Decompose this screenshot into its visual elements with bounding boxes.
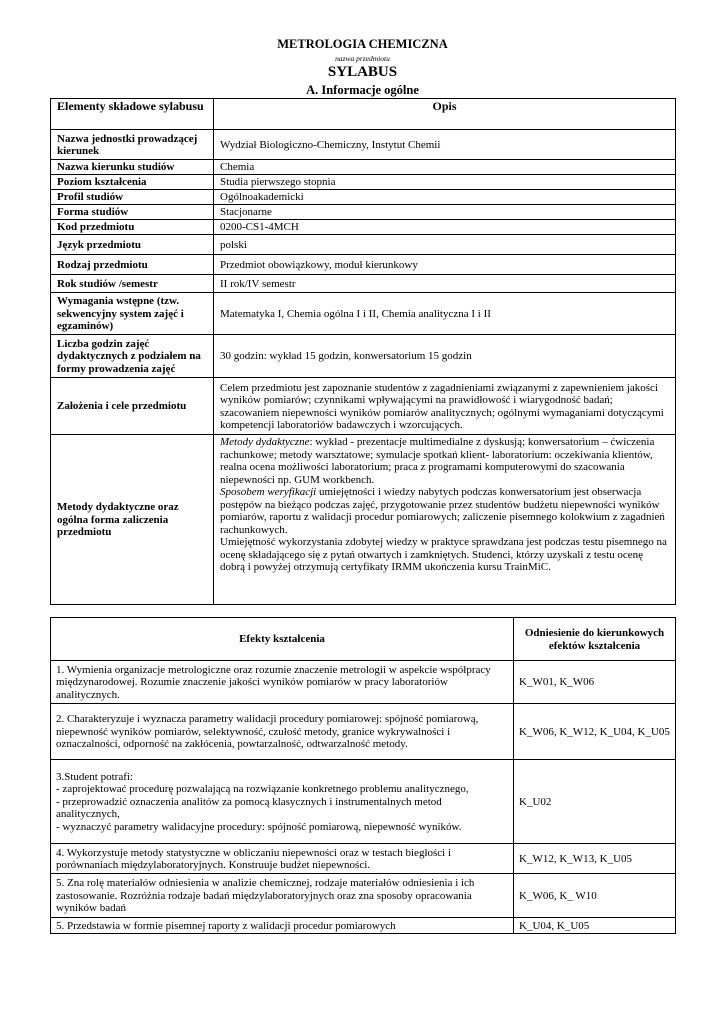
- row-value: Chemia: [214, 160, 676, 175]
- row-label: Nazwa kierunku studiów: [51, 160, 214, 175]
- outcome-text: 5. Zna rolę materiałów odniesienia w analizie chemicznej, rodzaje materiałów odniesienia i ich zastosowanie. Rozróżnia rodzaje badań międzylaboratoryjnych oraz zna sposoby opracowania wyników badań: [51, 874, 514, 918]
- row-value: polski: [214, 235, 676, 255]
- outcome-line: - zaprojektować procedurę pozwalającą na rozwiązanie konkretnego problemu analitycznego,: [56, 783, 469, 796]
- course-subtitle: nazwa przedmiotu: [335, 54, 390, 63]
- outcome-reference: K_W01, K_W06: [514, 661, 676, 704]
- row-value: Studia pierwszego stopnia: [214, 175, 676, 190]
- outcome-text: 2. Charakteryzuje i wyznacza parametry walidacji procedury pomiarowej: spójność pomiarową, niepewność wyników pomiarów, selektywność, czułość metody, granice wykrywalności i oznaczalności, odporność na zakłócenia, powtarzalność, odtwarzalność metody.: [51, 704, 514, 760]
- outcome-text: 1. Wymienia organizacje metrologiczne oraz rozumie znaczenie metrologii w aspekcie współpracy międzynarodowej. Rozumie znaczenie jakości wyników pomiarów w pracy laboratoriów analitycznych.: [51, 661, 514, 704]
- references-header: Odniesienie do kierunkowych efektów kształcenia: [514, 618, 676, 661]
- verification-lead: Sposobem weryfikacji: [220, 486, 317, 498]
- learning-outcomes-table: [50, 617, 676, 934]
- verification-text: umiejętności i wiedzy nabytych podczas konwersatorium jest obserwacja postępów na bieżąco podczas zajęć, przygotowanie przez studentów budżetu niepewności wyników pomiarów, raportu z walidacji procedur pomiarowych; zaliczenie pisemnego kolokwium z zagadnień rachunkowych.: [220, 486, 665, 536]
- methods-text: : wykład - prezentacje multimedialne z dyskusją; konwersatorium – ćwiczenia rachunkowe; metody warsztatowe; symulacje spotkań klient- laboratorium: oczekiwania klientów, realna ocena możliwości laboratorium; praca z programami komputerowymi do szacowania niepewności np. GUM workbench.: [220, 436, 655, 486]
- row-value: Celem przedmiotu jest zapoznanie studentów z zagadnieniami związanymi z zapewnieniem jakości wyników pomiarów; czynnikami wpływającymi na prawidłowość i wiarygodność badań; szacowaniem niepewności wyników pomiarów analitycznych; ogólnymi wymaganiami dotyczącymi kompetencji laboratoriów badawczych i wzorcujących.: [214, 378, 676, 435]
- row-label: Kod przedmiotu: [51, 220, 214, 235]
- section-title: A. Informacje ogólne: [306, 83, 419, 97]
- table-header-elements: Elementy składowe sylabusu: [51, 99, 214, 130]
- document-title: SYLABUS: [327, 64, 398, 80]
- row-value: Ogólnoakademicki: [214, 190, 676, 205]
- outcome-text: [51, 760, 514, 844]
- outcome-line: 3.Student potrafi:: [56, 770, 133, 783]
- methods-paragraph: [220, 436, 670, 486]
- general-info-table: [50, 98, 676, 605]
- outcomes-header: Efekty kształcenia: [51, 618, 514, 661]
- row-label: Założenia i cele przedmiotu: [51, 378, 214, 435]
- outcome-reference: K_U02: [514, 760, 676, 844]
- verification-paragraph: [220, 486, 670, 536]
- outcome-line: - wyznaczyć parametry walidacyjne procedury: spójność pomiarową, niepewność wyników.: [56, 820, 462, 833]
- row-label: Wymagania wstępne (tzw. sekwencyjny system zajęć i egzaminów): [51, 293, 214, 335]
- row-label: Profil studiów: [51, 190, 214, 205]
- row-label: Język przedmiotu: [51, 235, 214, 255]
- row-label: Forma studiów: [51, 205, 214, 220]
- outcome-line: - przeprowadzić oznaczenia analitów za pomocą klasycznych i instrumentalnych metod analitycznych,: [56, 795, 442, 821]
- outcome-reference: K_W06, K_ W10: [514, 874, 676, 918]
- row-value: Wydział Biologiczno-Chemiczny, Instytut Chemii: [214, 130, 676, 160]
- methods-description: [214, 435, 676, 605]
- methods-label: Metody dydaktyczne oraz ogólna forma zaliczenia przedmiotu: [51, 435, 214, 605]
- outcome-text: 4. Wykorzystuje metody statystyczne w obliczaniu niepewności oraz w testach biegłości i porównaniach międzylaboratoryjnych. Konstruuje budżet niepewności.: [51, 844, 514, 874]
- row-label: Rok studiów /semestr: [51, 275, 214, 293]
- row-label: Poziom kształcenia: [51, 175, 214, 190]
- outcome-reference: K_W12, K_W13, K_U05: [514, 844, 676, 874]
- table-header-description: Opis: [214, 99, 676, 130]
- test-paragraph: Umiejętność wykorzystania zdobytej wiedzy w praktyce sprawdzana jest podczas testu pisemnego na ocenę składającego się z pytań otwartych i zamkniętych. Studenci, którzy uzyskali z testu ocenę dobrą i powyżej otrzymują certyfikaty IRMM ukończenia kursu TrainMiC.: [220, 536, 667, 573]
- methods-lead: Metody dydaktyczne: [220, 436, 310, 448]
- row-value: 30 godzin: wykład 15 godzin, konwersatorium 15 godzin: [214, 335, 676, 378]
- row-value: Stacjonarne: [214, 205, 676, 220]
- row-value: Przedmiot obowiązkowy, moduł kierunkowy: [214, 255, 676, 275]
- row-value: 0200-CS1-4MCH: [214, 220, 676, 235]
- row-value: II rok/IV semestr: [214, 275, 676, 293]
- outcome-reference: K_U04, K_U05: [514, 918, 676, 934]
- row-label: Rodzaj przedmiotu: [51, 255, 214, 275]
- outcome-reference: K_W06, K_W12, K_U04, K_U05: [514, 704, 676, 760]
- row-label: Liczba godzin zajęć dydaktycznych z podziałem na formy prowadzenia zajęć: [51, 335, 214, 378]
- row-label: Nazwa jednostki prowadzącej kierunek: [51, 130, 214, 160]
- row-value: Matematyka I, Chemia ogólna I i II, Chemia analityczna I i II: [214, 293, 676, 335]
- course-title: METROLOGIA CHEMICZNA: [277, 37, 448, 51]
- outcome-text: 5. Przedstawia w formie pisemnej raporty z walidacji procedur pomiarowych: [51, 918, 514, 934]
